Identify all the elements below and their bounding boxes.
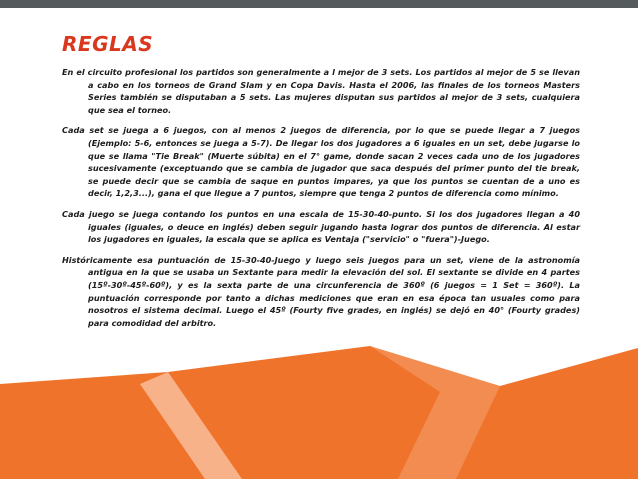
rules-paragraph-match-format: En el circuito profesional los partidos son generalmente a l mejor de 3 sets. Los partidos al mejor de 5 se llevan a cabo en los torneos de Grand Slam y en Copa Davis. Hasta el 2006, las finales de los torneos Masters Series también se disputaban a 5 sets. Las mujeres disputan sus partidos al mejor de 3 sets, cualquiera que sea el torneo.: [62, 67, 580, 115]
slide-content: [62, 66, 580, 337]
rules-paragraph-set-and-tiebreak: Cada set se juega a 6 juegos, con al menos 2 juegos de diferencia, por lo que se puede llegar a 7 juegos (Ejemplo: 5-6, entonces se juega a 5-7). De llegar los dos jugadores a 6 iguales en un set, debe jugarse lo que se llama "Tie Break" (Muerte súbita) en el 7° game, donde sacan 2 veces cada uno de los jugadores sucesivamente (exceptuando que se cambia de jugador que saca después del primer punto del tie break, se puede decir que se cambia de saque en puntos impares, ya que los puntos se cuentan de a uno es decir, 1,2,3...), gana el que llegue a 7 puntos, siempre que tenga 2 puntos de diferencia como mínimo.: [62, 125, 580, 199]
slide-title: REGLAS: [62, 32, 154, 56]
rules-paragraph-game-scoring: Cada juego se juega contando los puntos en una escala de 15-30-40-punto. Si los dos jugadores llegan a 40 iguales (iguales, o deuce en inglés) deben seguir jugando hasta lograr dos puntos de diferencia. Al estar los jugadores en iguales, la escala que se aplica es Ventaja ("servicio" o "fuera")-Juego.: [62, 208, 580, 245]
rules-paragraph-history: Históricamente esa puntuación de 15-30-40-Juego y luego seis juegos para un set, viene de la astronomía antigua en la que se usaba un Sextante para medir la elevación del sol. El sextante se divide en 4 partes (15º-30º-45º-60º), y es la sexta parte de una circunferencia de 360º (6 juegos = 1 Set = 360º). La puntuación corresponde por tanto a dichas mediciones que eran en esa época tan usuales como para nosotros el sistema decimal. Luego el 45º (Fourty five grades, en inglés) se dejó en 40° (Fourty grades) para comodidad del arbitro.: [62, 254, 580, 328]
